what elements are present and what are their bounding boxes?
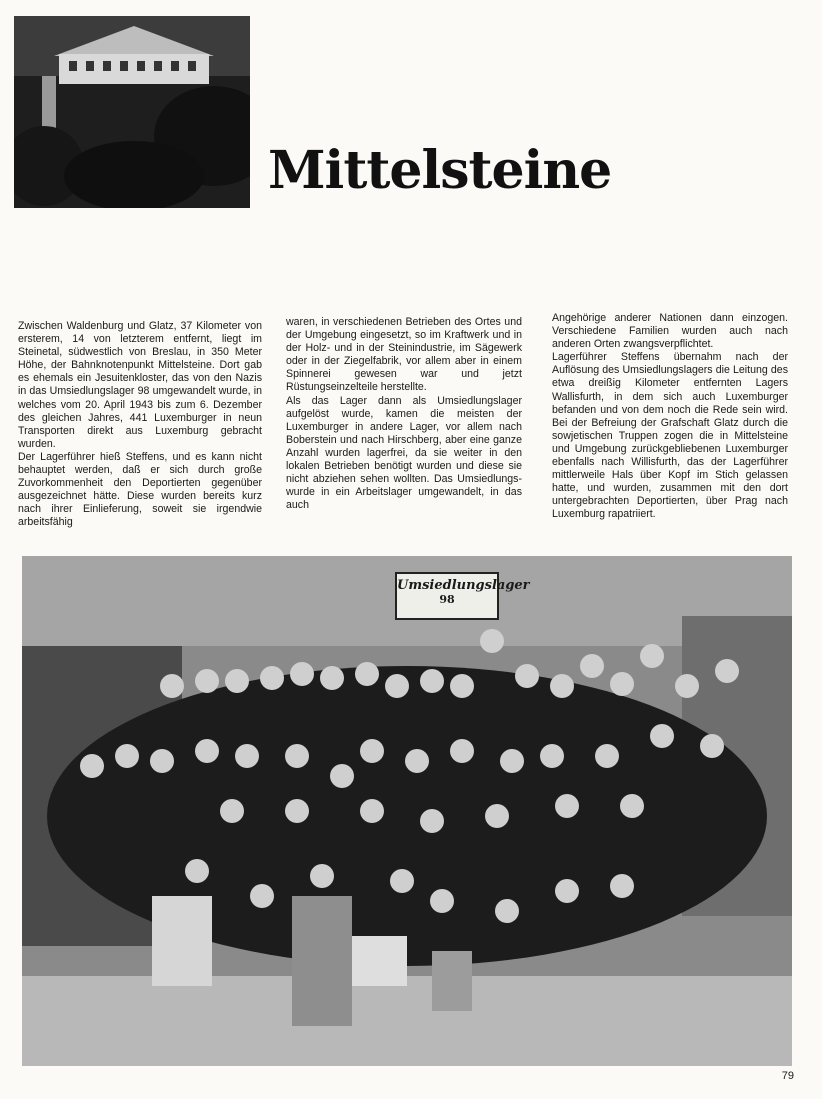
building-photo-graphic xyxy=(14,16,250,208)
group-photo xyxy=(22,556,792,1066)
paragraph: Lagerführer Steffens übernahm nach der Auflösung des Umsiedlungslagers die Leitung des etwa dreißig Kilometer entfernten Lagers Wallisfurth, in dem sich auch Luxemburger befanden und von dem noch die Rede sein wird. Bei der Befreiung der Grafschaft Glatz durch die sowjetischen Truppen zogen die in Mittelsteine und Umgebung zurückgebliebenen Luxemburger ebenfalls nach Willisfurth, das der Lagerführer mittlerweile Hals über Kopf im Stich gelassen hatte, und wurden, zusammen mit den dort untergebrachten Deportierten, über Prag nach Luxemburg rapatriiert. xyxy=(552,351,788,521)
paragraph: waren, in verschiedenen Betrieben des Ortes und der Umgebung eingesetzt, so im Kraftwerk und in der Holz- und in der Steinindustrie, im Sägewerk oder in der Ziegelfabrik, vor allem aber in einem Spinnerei gewesen war und jetzt Rüstungseinzelteile herstellte. xyxy=(286,316,522,394)
page-title: Mittelsteine xyxy=(268,140,612,201)
sign-number: 98 xyxy=(439,593,455,606)
building-photo xyxy=(14,16,250,208)
group-photo-graphic xyxy=(22,556,792,1066)
text-column-3 xyxy=(552,312,788,522)
sign-title: Umsiedlungslager xyxy=(397,578,530,593)
text-column-1 xyxy=(18,320,262,530)
camp-sign xyxy=(395,572,530,620)
paragraph: Als das Lager dann als Umsiedlungslager aufgelöst wurde, kamen die meisten der Luxemburger in andere Lager, vor allem nach Boberstein und nach Hirschberg, aber eine ganze Anzahl wurden lagerfrei, da sie weiter in den lokalen Betrieben benötigt wurden und diese sie nicht abziehen sehen wollten. Das Umsiedlungs- wurde in ein Arbeitslager umgewandelt, in das auch xyxy=(286,394,522,512)
page-number: 79 xyxy=(781,1070,794,1082)
paragraph: Angehörige anderer Nationen dann einzogen. Verschiedene Familien wurden auch nach anderen Orten zwangsverpflichtet. xyxy=(552,312,788,351)
paragraph: Der Lagerführer hieß Steffens, und es kann nicht behauptet werden, daß er sich durch große Zuvorkommenheit den Deportierten gegenüber ausgezeichnet hätte. Diese wurden bereits kurz nach ihrer Einlieferung, soweit sie irgendwie arbeitsfähig xyxy=(18,450,262,529)
text-column-2 xyxy=(286,316,522,512)
paragraph: Zwischen Waldenburg und Glatz, 37 Kilometer von ersterem, 14 von letzterem entfernt, liegt im Steinetal, südwestlich von Breslau, in 350 Meter Höhe, der Bahnknotenpunkt Mittelsteine. Dort gab es ehemals ein Jesuitenkloster, das von den Nazis in das Umsiedlungslager 98 umgewandelt wurde, in welches vom 20. April 1943 bis zum 6. Dezember des gleichen Jahres, 441 Luxemburger in neun Transporten direkt aus Luxemburg gebracht wurden. xyxy=(18,320,262,450)
